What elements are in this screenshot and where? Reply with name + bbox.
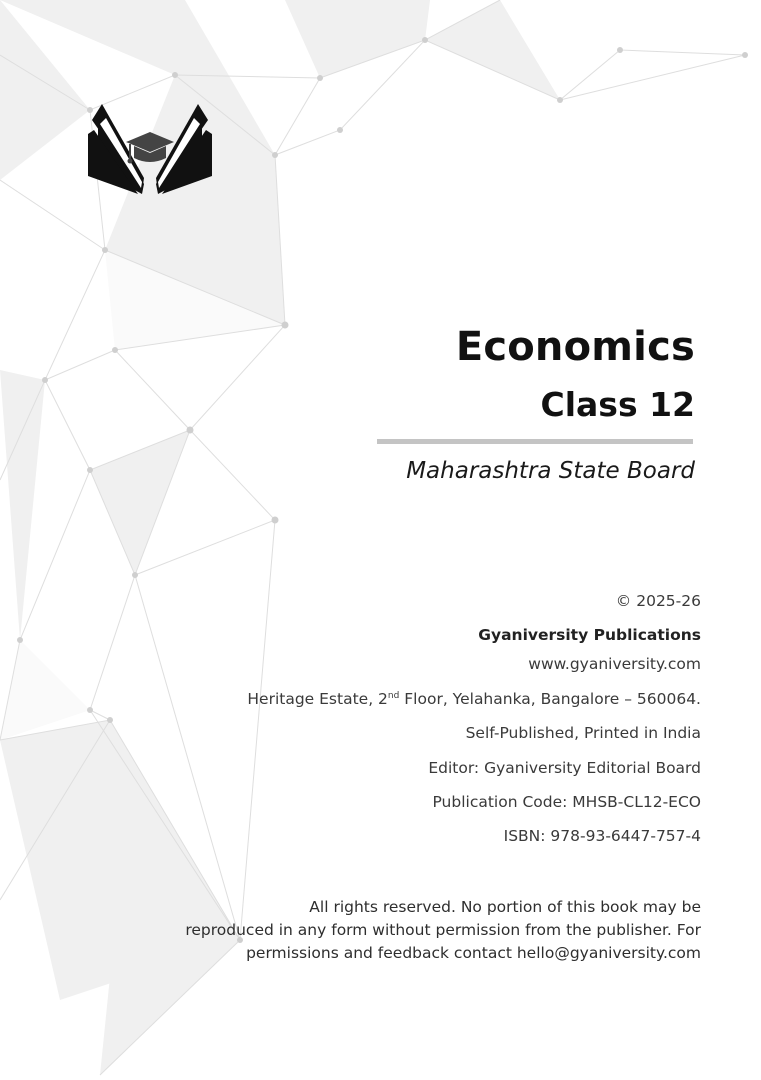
title-divider bbox=[377, 439, 693, 444]
rights-line-2: reproduced in any form without permission from the publisher. For bbox=[185, 921, 701, 939]
book-title: Economics bbox=[455, 324, 695, 370]
address-ordinal: nd bbox=[387, 691, 400, 701]
publication-code: Publication Code: MHSB-CL12-ECO bbox=[432, 793, 701, 811]
publisher-address bbox=[247, 690, 701, 708]
publisher-name: Gyaniversity Publications bbox=[478, 626, 701, 644]
class-level: Class 12 bbox=[540, 385, 695, 424]
rights-line-3: permissions and feedback contact hello@gyaniversity.com bbox=[246, 944, 701, 962]
printing-info: Self-Published, Printed in India bbox=[465, 724, 701, 742]
copyright-year: © 2025-26 bbox=[615, 592, 701, 610]
rights-line-1: All rights reserved. No portion of this book may be bbox=[309, 898, 701, 916]
rights-notice bbox=[141, 896, 701, 965]
publisher-website: www.gyaniversity.com bbox=[528, 655, 701, 673]
board-name: Maharashtra State Board bbox=[406, 458, 695, 484]
address-end: Floor, Yelahanka, Bangalore – 560064. bbox=[399, 690, 701, 708]
isbn: ISBN: 978-93-6447-757-4 bbox=[503, 827, 701, 845]
book-with-graduation-cap-icon bbox=[84, 100, 216, 200]
editor-info: Editor: Gyaniversity Editorial Board bbox=[428, 759, 701, 777]
address-start: Heritage Estate, 2 bbox=[247, 690, 388, 708]
